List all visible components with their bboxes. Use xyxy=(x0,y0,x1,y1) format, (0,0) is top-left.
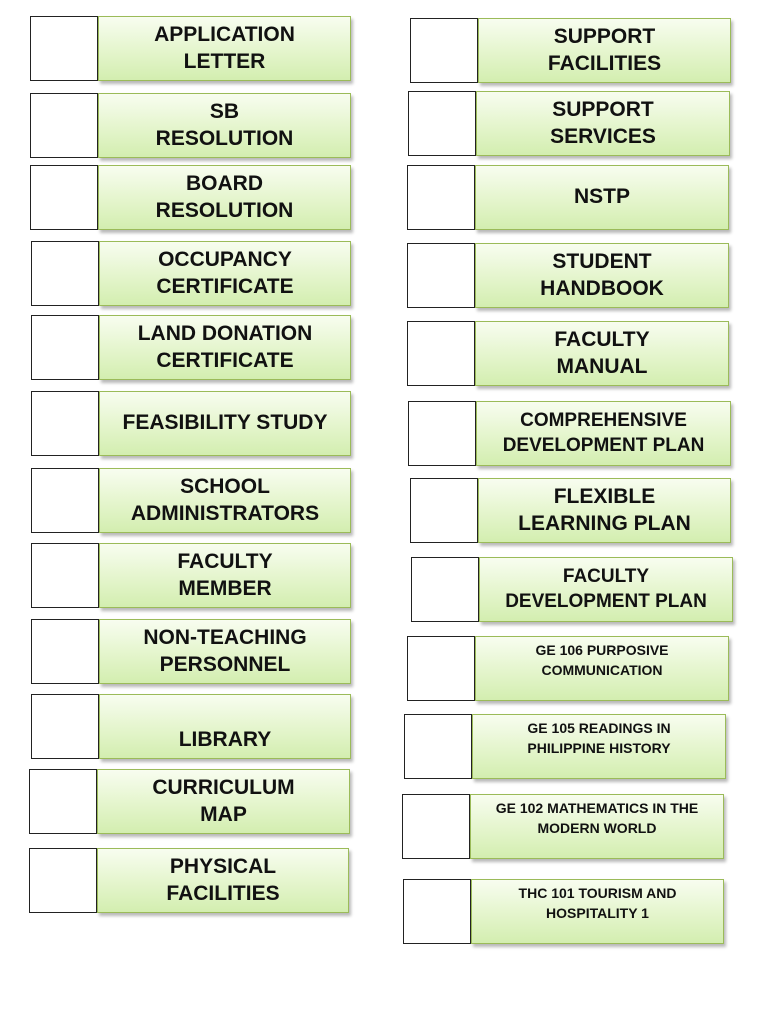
checkbox[interactable] xyxy=(408,91,476,156)
checkbox[interactable] xyxy=(408,401,476,466)
checklist-item-nstp xyxy=(407,165,729,230)
checklist-item-occupancy-certificate xyxy=(31,241,351,306)
checkbox[interactable] xyxy=(30,16,98,81)
item-label: STUDENT HANDBOOK xyxy=(475,243,729,308)
checkbox[interactable] xyxy=(407,165,475,230)
checklist-item-board-resolution xyxy=(30,165,351,230)
item-label: GE 102 MATHEMATICS IN THE MODERN WORLD xyxy=(470,794,724,859)
checklist-item-school-administrators xyxy=(31,468,351,533)
checkbox[interactable] xyxy=(31,468,99,533)
checklist-item-land-donation-certificate xyxy=(31,315,351,380)
item-label: NSTP xyxy=(475,165,729,230)
checklist-item-flexible-learning-plan xyxy=(410,478,731,543)
checkbox[interactable] xyxy=(31,619,99,684)
item-label: CURRICULUM MAP xyxy=(97,769,350,834)
checkbox[interactable] xyxy=(404,714,472,779)
checkbox[interactable] xyxy=(407,636,475,701)
item-label: FACULTY DEVELOPMENT PLAN xyxy=(479,557,733,622)
checklist-item-library xyxy=(31,694,351,759)
checkbox[interactable] xyxy=(402,794,470,859)
checklist-item-faculty-member xyxy=(31,543,351,608)
checkbox[interactable] xyxy=(410,478,478,543)
checklist-item-application-letter xyxy=(30,16,351,81)
checklist-item-thc-101 xyxy=(403,879,724,944)
checklist-item-physical-facilities xyxy=(29,848,349,913)
item-label: FACULTY MEMBER xyxy=(99,543,351,608)
checkbox[interactable] xyxy=(30,93,98,158)
item-label: LAND DONATION CERTIFICATE xyxy=(99,315,351,380)
checkbox[interactable] xyxy=(31,543,99,608)
checklist-item-support-facilities xyxy=(410,18,731,83)
checklist-item-ge-102 xyxy=(402,794,724,859)
checkbox[interactable] xyxy=(411,557,479,622)
item-label: NON-TEACHING PERSONNEL xyxy=(99,619,351,684)
checklist-item-ge-105 xyxy=(404,714,726,779)
item-label: SUPPORT SERVICES xyxy=(476,91,730,156)
checkbox[interactable] xyxy=(31,315,99,380)
item-label: OCCUPANCY CERTIFICATE xyxy=(99,241,351,306)
checkbox[interactable] xyxy=(31,241,99,306)
checklist-item-support-services xyxy=(408,91,730,156)
item-label: PHYSICAL FACILITIES xyxy=(97,848,349,913)
item-label: GE 105 READINGS IN PHILIPPINE HISTORY xyxy=(472,714,726,779)
checkbox[interactable] xyxy=(29,769,97,834)
item-label: BOARD RESOLUTION xyxy=(98,165,351,230)
item-label: GE 106 PURPOSIVE COMMUNICATION xyxy=(475,636,729,701)
item-label: SUPPORT FACILITIES xyxy=(478,18,731,83)
checklist-item-sb-resolution xyxy=(30,93,351,158)
checklist-item-non-teaching-personnel xyxy=(31,619,351,684)
item-label: THC 101 TOURISM AND HOSPITALITY 1 xyxy=(471,879,724,944)
checklist-item-ge-106 xyxy=(407,636,729,701)
item-label: FACULTY MANUAL xyxy=(475,321,729,386)
checklist-item-comprehensive-development-plan xyxy=(408,401,731,466)
item-label: SCHOOL ADMINISTRATORS xyxy=(99,468,351,533)
checkbox[interactable] xyxy=(29,848,97,913)
checkbox[interactable] xyxy=(30,165,98,230)
checklist-item-faculty-manual xyxy=(407,321,729,386)
checklist-item-feasibility-study xyxy=(31,391,351,456)
item-label: COMPREHENSIVE DEVELOPMENT PLAN xyxy=(476,401,731,466)
checkbox[interactable] xyxy=(410,18,478,83)
checkbox[interactable] xyxy=(403,879,471,944)
item-label: LIBRARY xyxy=(99,694,351,759)
item-label: APPLICATION LETTER xyxy=(98,16,351,81)
checkbox[interactable] xyxy=(31,694,99,759)
checklist-item-curriculum-map xyxy=(29,769,350,834)
checkbox[interactable] xyxy=(407,243,475,308)
checkbox[interactable] xyxy=(407,321,475,386)
item-label: FEASIBILITY STUDY xyxy=(99,391,351,456)
item-label: FLEXIBLE LEARNING PLAN xyxy=(478,478,731,543)
checkbox[interactable] xyxy=(31,391,99,456)
checklist-item-student-handbook xyxy=(407,243,729,308)
checklist-item-faculty-development-plan xyxy=(411,557,733,622)
item-label: SB RESOLUTION xyxy=(98,93,351,158)
